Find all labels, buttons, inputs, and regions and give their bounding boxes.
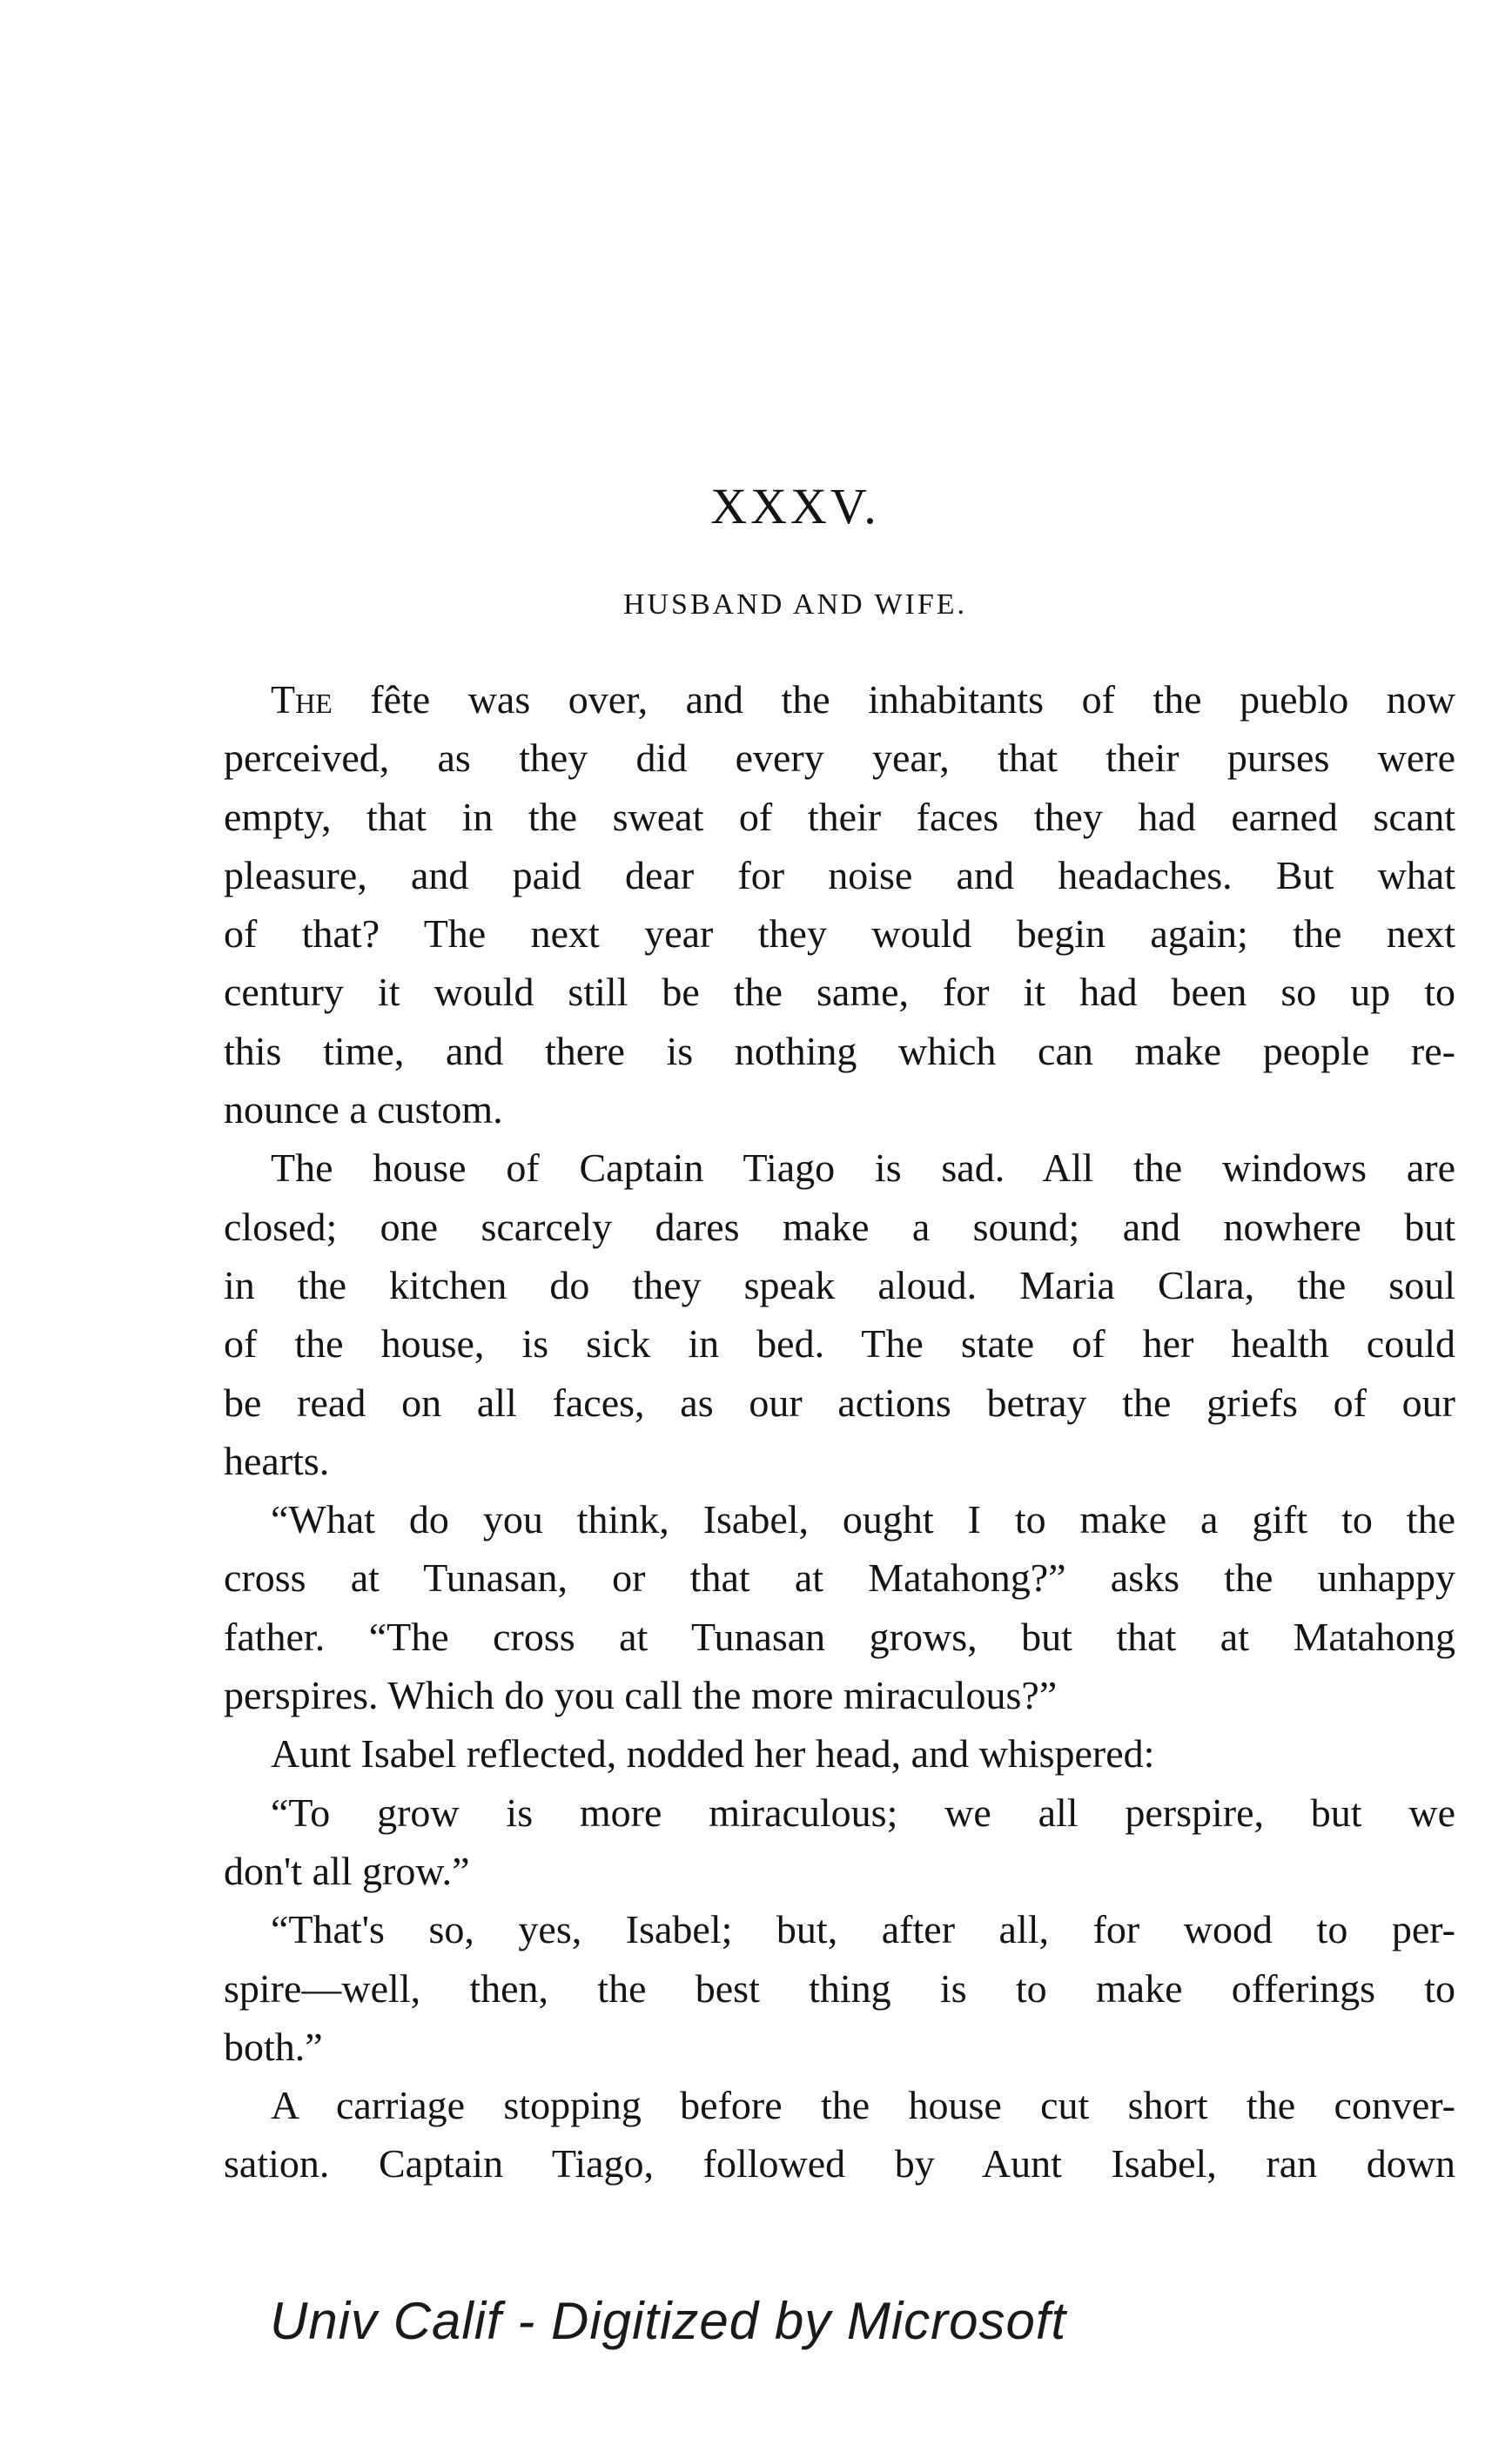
- line-text: The house of Captain Tiago is sad. All the windows are: [271, 1145, 1455, 1191]
- text-line: [224, 1314, 1455, 1373]
- text-line: [224, 1432, 1455, 1490]
- line-text: pleasure, and paid dear for noise and headaches. But what: [224, 852, 1455, 897]
- text-line: [224, 1724, 1455, 1783]
- line-text: hearts.: [224, 1438, 330, 1483]
- line-text: perspires. Which do you call the more miraculous?”: [224, 1673, 1058, 1718]
- line-text: cross at Tunasan, or that at Matahong?” asks the unhappy: [224, 1555, 1455, 1601]
- line-text: “To grow is more miraculous; we all perspire, but we: [271, 1790, 1455, 1835]
- line-text: closed; one scarcely dares make a sound; and nowhere but: [224, 1204, 1455, 1249]
- text-line: [224, 1548, 1455, 1607]
- text-line: [224, 1608, 1455, 1666]
- text-line: [224, 729, 1455, 787]
- line-text: of that? The next year they would begin again; the next: [224, 911, 1455, 957]
- text-line: [224, 1139, 1455, 1197]
- text-line: [224, 670, 1455, 729]
- text-line: [224, 904, 1455, 963]
- text-line: [224, 1022, 1455, 1080]
- line-text: century it would still be the same, for it had been so up to: [224, 970, 1455, 1015]
- line-text: Aunt Isabel reflected, nodded her head, and whispered:: [271, 1731, 1155, 1777]
- text-line: [224, 2076, 1455, 2134]
- text-line: [224, 1080, 1455, 1139]
- line-text: perceived, as they did every year, that their purses were: [224, 736, 1455, 781]
- text-line: [224, 846, 1455, 904]
- text-line: [224, 1783, 1455, 1842]
- text-line: [224, 1900, 1455, 1958]
- chapter-title: HUSBAND AND WIFE.: [622, 588, 968, 621]
- body-text: [224, 670, 1455, 2193]
- chapter-number: XXXV.: [710, 478, 880, 534]
- text-line: [224, 1198, 1455, 1256]
- line-text: be read on all faces, as our actions betray the griefs of our: [224, 1380, 1455, 1425]
- text-line: [224, 1374, 1455, 1432]
- line-text: sation. Captain Tiago, followed by Aunt Isabel, ran down: [224, 2141, 1455, 2186]
- text-line: [224, 1959, 1455, 2018]
- line-text: don't all grow.”: [224, 1848, 470, 1893]
- line-text: in the kitchen do they speak aloud. Maria Clara, the soul: [224, 1262, 1455, 1307]
- line-text: “What do you think, Isabel, ought I to make a gift to the: [271, 1497, 1455, 1542]
- text-line: [224, 1842, 1455, 1900]
- digitization-watermark: Univ Calif - Digitized by Microsoft: [270, 2292, 1067, 2350]
- line-text: this time, and there is nothing which can make people re-: [224, 1028, 1455, 1073]
- text-line: [224, 2018, 1455, 2076]
- line-text: father. “The cross at Tunasan grows, but that at Matahong: [224, 1614, 1455, 1659]
- line-text: fête was over, and the inhabitants of the pueblo now: [332, 677, 1455, 722]
- line-text: both.”: [224, 2024, 323, 2069]
- text-line: [224, 963, 1455, 1021]
- line-text: A carriage stopping before the house cut short the conver-: [271, 2083, 1455, 2128]
- line-text: “That's so, yes, Isabel; but, after all, for wood to per-: [271, 1907, 1455, 1952]
- text-line: [224, 1256, 1455, 1314]
- line-text: spire—well, then, the best thing is to make offerings to: [224, 1965, 1455, 2011]
- small-caps-opening: The: [271, 677, 333, 722]
- text-line: [224, 2134, 1455, 2193]
- line-text: nounce a custom.: [224, 1087, 503, 1132]
- text-line: [224, 788, 1455, 846]
- line-text: empty, that in the sweat of their faces they had earned scant: [224, 794, 1455, 839]
- text-line: [224, 1490, 1455, 1548]
- text-line: [224, 1666, 1455, 1724]
- line-text: of the house, is sick in bed. The state of her health could: [224, 1321, 1455, 1367]
